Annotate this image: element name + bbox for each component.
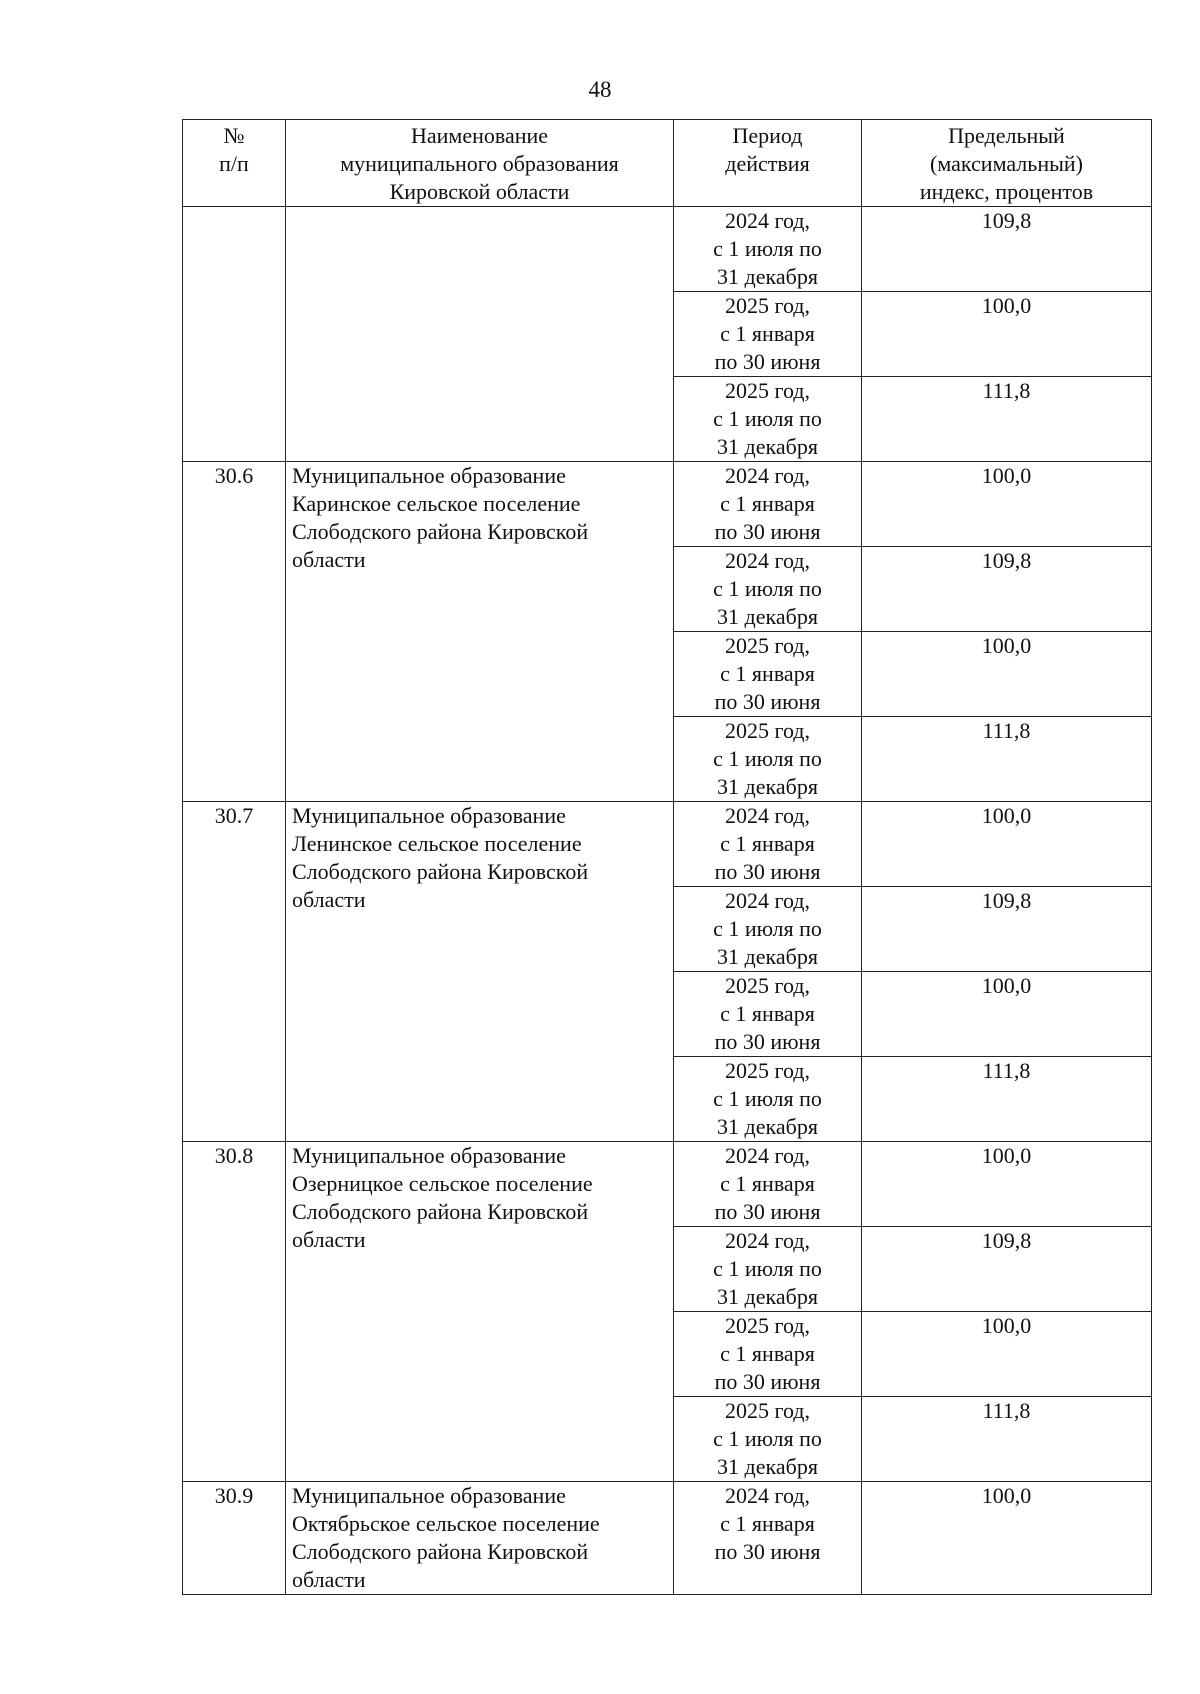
row-number-cell — [183, 207, 286, 462]
period-cell: 2024 год, с 1 июля по 31 декабря — [674, 207, 862, 292]
period-cell: 2025 год, с 1 января по 30 июня — [674, 292, 862, 377]
period-cell: 2025 год, с 1 июля по 31 декабря — [674, 377, 862, 462]
period-cell: 2024 год, с 1 января по 30 июня — [674, 802, 862, 887]
period-cell: 2024 год, с 1 января по 30 июня — [674, 462, 862, 547]
max-index-cell: 100,0 — [862, 1312, 1152, 1397]
table-row — [183, 1482, 1152, 1595]
max-index-cell: 111,8 — [862, 1397, 1152, 1482]
row-number-cell: 30.9 — [183, 1482, 286, 1595]
max-index-cell: 109,8 — [862, 1227, 1152, 1312]
period-cell: 2024 год, с 1 июля по 31 декабря — [674, 1227, 862, 1312]
municipality-name-cell: Муниципальное образование Ленинское сельское поселение Слободского района Кировской области — [286, 802, 674, 1142]
period-cell: 2025 год, с 1 июля по 31 декабря — [674, 1397, 862, 1482]
table-row — [183, 1142, 1152, 1227]
max-index-cell: 111,8 — [862, 1057, 1152, 1142]
max-index-cell: 109,8 — [862, 887, 1152, 972]
municipality-name-cell: Муниципальное образование Каринское сельское поселение Слободского района Кировской области — [286, 462, 674, 802]
table-header-row — [183, 120, 1152, 207]
table-body — [183, 207, 1152, 1595]
header-period: Период действия — [674, 120, 862, 207]
max-index-cell: 100,0 — [862, 462, 1152, 547]
table-row — [183, 802, 1152, 887]
max-index-cell: 111,8 — [862, 377, 1152, 462]
municipality-name-cell — [286, 207, 674, 462]
period-cell: 2024 год, с 1 июля по 31 декабря — [674, 887, 862, 972]
row-number-cell: 30.7 — [183, 802, 286, 1142]
tariff-index-table — [182, 119, 1152, 1595]
max-index-cell: 100,0 — [862, 972, 1152, 1057]
header-municipality-name: Наименование муниципального образования Кировской области — [286, 120, 674, 207]
period-cell: 2024 год, с 1 января по 30 июня — [674, 1142, 862, 1227]
max-index-cell: 111,8 — [862, 717, 1152, 802]
period-cell: 2025 год, с 1 июля по 31 декабря — [674, 717, 862, 802]
header-number: № п/п — [183, 120, 286, 207]
period-cell: 2025 год, с 1 января по 30 июня — [674, 632, 862, 717]
max-index-cell: 100,0 — [862, 1142, 1152, 1227]
max-index-cell: 109,8 — [862, 547, 1152, 632]
max-index-cell: 100,0 — [862, 1482, 1152, 1595]
period-cell: 2024 год, с 1 июля по 31 декабря — [674, 547, 862, 632]
table-row — [183, 207, 1152, 292]
period-cell: 2024 год, с 1 января по 30 июня — [674, 1482, 862, 1595]
period-cell: 2025 год, с 1 января по 30 июня — [674, 1312, 862, 1397]
header-max-index: Предельный (максимальный) индекс, процентов — [862, 120, 1152, 207]
max-index-cell: 109,8 — [862, 207, 1152, 292]
period-cell: 2025 год, с 1 января по 30 июня — [674, 972, 862, 1057]
max-index-cell: 100,0 — [862, 802, 1152, 887]
page-number: 48 — [588, 77, 612, 102]
municipality-name-cell: Муниципальное образование Озерницкое сельское поселение Слободского района Кировской области — [286, 1142, 674, 1482]
row-number-cell: 30.8 — [183, 1142, 286, 1482]
table-row — [183, 462, 1152, 547]
max-index-cell: 100,0 — [862, 632, 1152, 717]
municipality-name-cell: Муниципальное образование Октябрьское сельское поселение Слободского района Кировской области — [286, 1482, 674, 1595]
period-cell: 2025 год, с 1 июля по 31 декабря — [674, 1057, 862, 1142]
row-number-cell: 30.6 — [183, 462, 286, 802]
max-index-cell: 100,0 — [862, 292, 1152, 377]
